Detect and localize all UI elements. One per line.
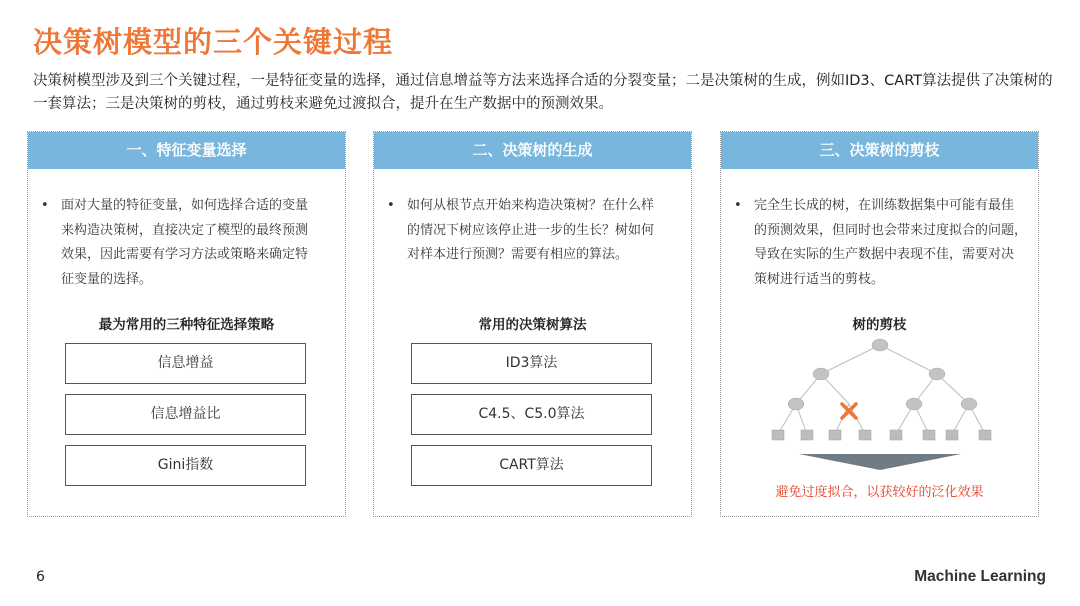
bullet-line: 如何从根节点开始来构造决策树？在什么样 bbox=[407, 198, 655, 213]
bullet-item bbox=[384, 194, 681, 268]
bullet-line: 对样本进行预测？需要有相应的算法。 bbox=[407, 247, 629, 262]
card-body bbox=[28, 169, 345, 292]
pruning-note: 避免过度拟合，以获较好的泛化效果 bbox=[775, 485, 984, 500]
sub-heading: 最为常用的三种特征选择策略 bbox=[98, 317, 275, 333]
method-box: ID3算法 bbox=[411, 343, 652, 384]
tree-leaf bbox=[829, 430, 841, 440]
bullet-dot-icon: • bbox=[387, 198, 395, 213]
tree-leaf bbox=[946, 430, 958, 440]
sub-heading: 常用的决策树算法 bbox=[478, 317, 587, 333]
bullet-line: 完全生长成的树，在训练数据集中可能有最佳 bbox=[754, 198, 1015, 213]
bullet-line: 来构造决策树，直接决定了模型的最终预测 bbox=[61, 222, 309, 238]
bullet-line: 策树进行适当的剪枝。 bbox=[754, 271, 885, 287]
card-feature-selection bbox=[27, 131, 346, 517]
tree-leaf bbox=[923, 430, 935, 440]
method-box: 信息增益 bbox=[65, 343, 306, 384]
method-box: Gini指数 bbox=[65, 445, 306, 486]
card-header: 三、决策树的剪枝 bbox=[721, 132, 1038, 169]
method-box: CART算法 bbox=[411, 445, 652, 486]
tree-leaf bbox=[859, 430, 871, 440]
card-body bbox=[374, 169, 691, 268]
tree-leaf bbox=[979, 430, 991, 440]
tree-leaf bbox=[772, 430, 784, 440]
tree-leaf bbox=[890, 430, 902, 440]
card-tree-pruning bbox=[720, 131, 1039, 517]
sub-heading: 树的剪枝 bbox=[852, 317, 907, 333]
tree-leaf bbox=[801, 430, 813, 440]
funnel-arrow-icon bbox=[799, 454, 961, 470]
method-box: C4.5、C5.0算法 bbox=[411, 394, 652, 435]
tree-node bbox=[961, 398, 977, 410]
page-title: 决策树模型的三个关键过程 bbox=[33, 25, 394, 59]
bullet-dot-icon: • bbox=[41, 198, 49, 213]
page-number: 6 bbox=[36, 569, 45, 585]
tree-edges bbox=[778, 345, 985, 434]
tree-nodes bbox=[788, 339, 977, 410]
bullet-line: 的预测效果，但同时也会带来过度拟合的问题， bbox=[754, 222, 1028, 238]
pruning-tree-diagram bbox=[721, 132, 1040, 518]
bullet-line: 效果，因此需要有学习方法或策略来确定特 bbox=[61, 247, 309, 262]
tree-leaves bbox=[772, 430, 991, 440]
tree-node bbox=[813, 368, 829, 380]
bullet-line: 导致在实际的生产数据中表现不佳，需要对决 bbox=[754, 247, 1015, 262]
bullet-dot-icon: • bbox=[734, 198, 742, 213]
bullet-item bbox=[38, 194, 335, 292]
prune-cross-icon bbox=[842, 404, 856, 418]
footer-brand: Machine Learning bbox=[914, 568, 1046, 585]
tree-node bbox=[788, 398, 804, 410]
tree-node bbox=[929, 368, 945, 380]
card-header: 二、决策树的生成 bbox=[374, 132, 691, 169]
tree-node bbox=[872, 339, 888, 351]
bullet-line: 征变量的选择。 bbox=[61, 271, 153, 287]
bullet-line: 面对大量的特征变量，如何选择合适的变量 bbox=[61, 198, 309, 213]
card-header: 一、特征变量选择 bbox=[28, 132, 345, 169]
bullet-line: 的情况下树应该停止进一步的生长？树如何 bbox=[407, 222, 655, 238]
intro-paragraph: 决策树模型涉及到三个关键过程，一是特征变量的选择，通过信息增益等方法来选择合适的分裂变量；二是决策树的生成，例如ID3、CART算法提供了决策树的一套算法；三是决策树的剪枝，通过剪枝来避免过渡拟合，提升在生产数据中的预测效果。 bbox=[33, 73, 1053, 112]
tree-node bbox=[906, 398, 922, 410]
method-box: 信息增益比 bbox=[65, 394, 306, 435]
card-tree-generation bbox=[373, 131, 692, 517]
